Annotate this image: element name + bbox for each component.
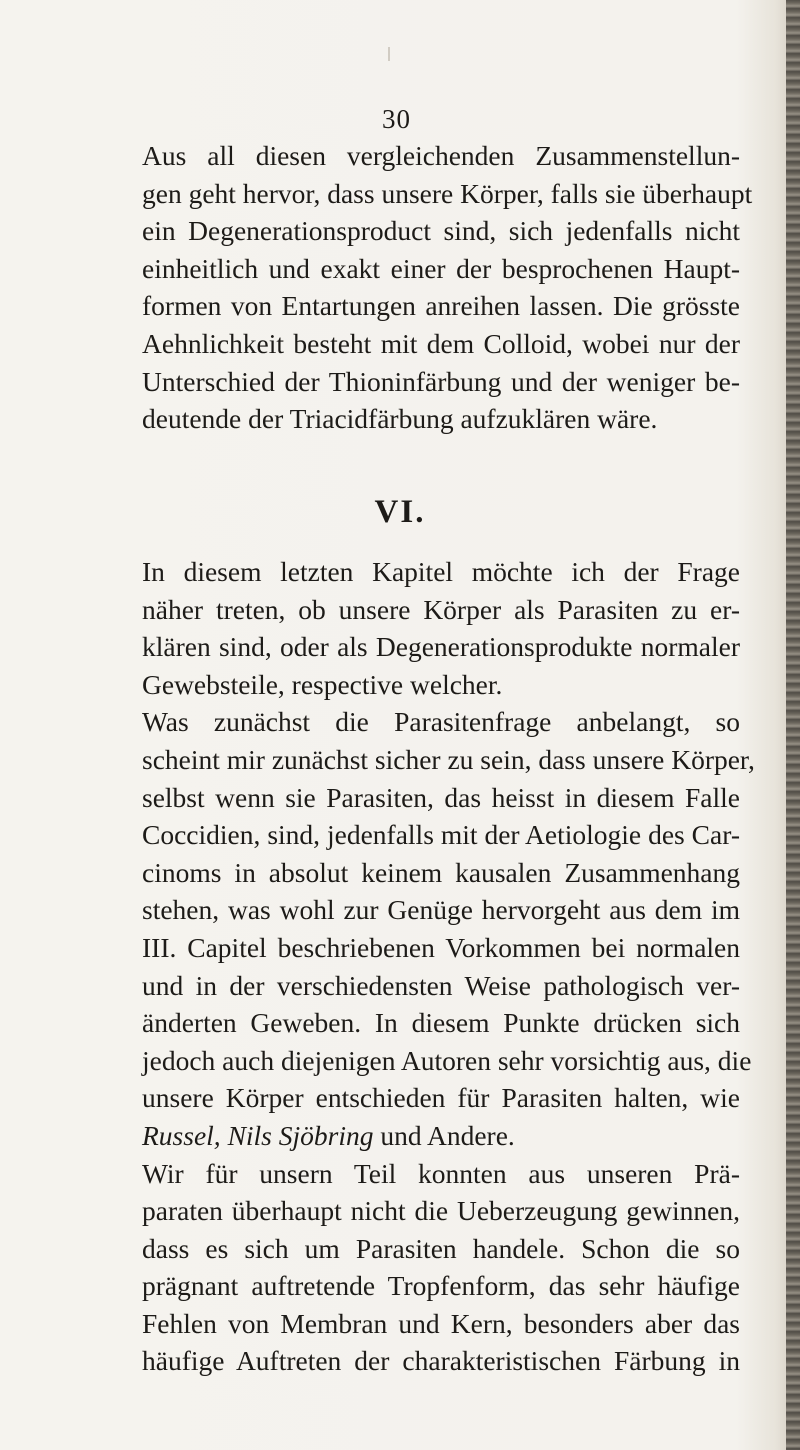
text-line: und in der verschiedensten Weise pathologisch ver- [142, 969, 740, 1001]
text-line: dass es sich um Parasiten handele. Schon die so [142, 1232, 740, 1264]
paragraph-comparison-summary [112, 137, 753, 438]
text-line: klären sind, oder als Degenerationsprodukte normaler [142, 631, 740, 663]
text-line: unsere Körper entschieden für Parasiten halten, wie [142, 1082, 740, 1114]
chapter-body [112, 553, 755, 1380]
text-line: scheint mir zunächst sicher zu sein, dass unsere Körper, [142, 743, 755, 775]
text-line: ein Degenerationsproduct sind, sich jedenfalls nicht [142, 215, 740, 247]
text-line: prägnant auftretende Tropfenform, das sehr häufige [142, 1270, 740, 1302]
book-spine-edge [786, 0, 800, 1450]
text-line: einheitlich und exakt einer der besprochenen Haupt- [142, 252, 740, 284]
text-line: häufige Auftreten der charakteristischen Färbung in [142, 1345, 740, 1377]
paragraph-4 [112, 1155, 740, 1381]
text-line: Was zunächst die Parasitenfrage anbelangt, so [142, 706, 740, 738]
text-line: cinoms in absolut keinem kausalen Zusammenhang [142, 856, 740, 888]
text-line: In diesem letzten Kapitel möchte ich der Frage [142, 556, 740, 587]
authors-rest: und Andere. [380, 1119, 515, 1151]
text-line: gen geht hervor, dass unsere Körper, falls sie überhaupt [142, 177, 753, 209]
paragraph-2 [112, 553, 740, 703]
text-line: Gewebsteile, respective welcher. [142, 668, 503, 700]
text-line: Wir für unsern Teil konnten aus unseren Prä- [142, 1157, 740, 1189]
text-line: paraten überhaupt nicht die Ueberzeugung gewinnen, [142, 1195, 740, 1227]
page-mark [388, 47, 390, 61]
text-line-authors [112, 1117, 740, 1155]
text-line: jedoch auch diejenigen Autoren sehr vorsichtig aus, die [142, 1044, 752, 1076]
text-line: Aehnlichkeit besteht mit dem Colloid, wobei nur der [142, 327, 740, 359]
paragraph-3 [112, 703, 755, 1154]
text-line: stehen, was wohl zur Genüge hervorgeht aus dem im [142, 894, 740, 926]
text-line: selbst wenn sie Parasiten, das heisst in diesem Falle [142, 781, 740, 813]
text-line: III. Capitel beschriebenen Vorkommen bei normalen [142, 931, 740, 963]
text-line: änderten Geweben. In diesem Punkte drücken sich [142, 1007, 740, 1039]
page-number: 30 [382, 104, 411, 134]
text-line: Aus all diesen vergleichenden Zusammenstellun- [142, 140, 740, 171]
text-line: deutende der Triacidfärbung aufzuklären wäre. [142, 403, 658, 435]
author-russel: Russel, [142, 1119, 221, 1151]
section-heading: VI. [374, 494, 426, 530]
author-sjobring: Nils Sjöbring [227, 1119, 374, 1151]
text-line: formen von Entartungen anreihen lassen. Die grösste [142, 290, 740, 322]
paragraph-1 [112, 137, 753, 438]
text-line: Unterschied der Thioninfärbung und der weniger be- [142, 365, 740, 397]
text-line: Fehlen von Membran und Kern, besonders aber das [142, 1307, 740, 1339]
text-line: näher treten, ob unsere Körper als Parasiten zu er- [142, 593, 740, 625]
text-line: Coccidien, sind, jedenfalls mit der Aetiologie des Car- [142, 819, 740, 851]
